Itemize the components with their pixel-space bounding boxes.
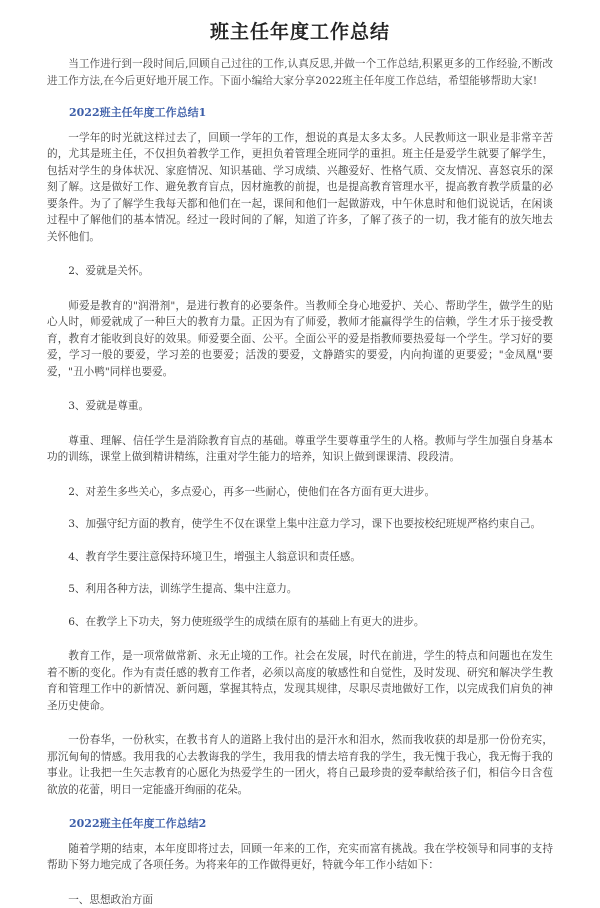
section1-list-item-6: 6、在教学上下功夫，努力使班级学生的成绩在原有的基础上有更大的进步。 xyxy=(47,614,553,631)
section1-paragraph-5: 一份春华，一份秋实，在教书育人的道路上我付出的是汗水和泪水，然而我收获的却是那一份份充实，那沉甸甸的情感。我用我的心去教诲我的学生，我用我的情去培育我的学生，我无愧于我心，我无悔于我的事业。让我把一生矢志教育的心愿化为热爱学生的一团火，将自己最珍贵的爱奉献给孩子们，相信今日含苞欲放的花蕾，明日一定能盛开绚丽的花朵。 xyxy=(47,732,553,798)
section-heading-2: 2022班主任年度工作总结2 xyxy=(47,816,553,833)
section1-list-item-4: 4、教育学生要注意保持环境卫生，增强主人翁意识和责任感。 xyxy=(47,549,553,566)
section-heading-1: 2022班主任年度工作总结1 xyxy=(47,105,553,122)
section2-paragraph-1: 随着学期的结束，本年度即将过去，回顾一年来的工作，充实而富有挑战。我在学校领导和同事的支持帮助下努力地完成了各项任务。为将来年的工作做得更好，特就今年工作小结如下： xyxy=(47,841,553,874)
section2-item-1: 一、思想政治方面 xyxy=(47,892,553,908)
section1-paragraph-1: 一学年的时光就这样过去了，回顾一学年的工作，想说的真是太多太多。人民教师这一职业是非常辛苦的，尤其是班主任，不仅担负着教学工作，更担负着管理全班同学的重担。班主任是爱学生就要了解学生，包括对学生的身体状况、家庭情况、知识基础、学习成绩、兴趣爱好、性格气质、交友情况、喜怒哀乐的深刻了解。这是做好工作、避免教育盲点，因材施教的前提，也是提高教育管理水平，提高教育教学质量的必要条件。为了了解学生我每天都和他们在一起，课间和他们一起做游戏，中午休息时和他们说说话，在闲谈过程中了解他们的基本情况。经过一段时间的了解，知道了许多，了解了孩子的一切，我才能有的放矢地去关怀他们。 xyxy=(47,130,553,246)
page-title: 班主任年度工作总结 xyxy=(47,20,553,44)
section1-paragraph-4: 教育工作，是一项常做常新、永无止境的工作。社会在发展，时代在前进，学生的特点和问题也在发生着不断的变化。作为有责任感的教育工作者，必须以高度的敏感性和自觉性，及时发现、研究和解决学生教育和管理工作中的新情况、新问题，掌握其特点，发现其规律，尽职尽责地做好工作，以完成我们肩负的神圣历史使命。 xyxy=(47,648,553,714)
section1-item-2: 2、爱就是关怀。 xyxy=(47,263,553,280)
section1-item-3: 3、爱就是尊重。 xyxy=(47,398,553,415)
section1-paragraph-3: 尊重、理解、信任学生是消除教育盲点的基础。尊重学生要尊重学生的人格。教师与学生加强自身基本功的训练，课堂上做到精讲精练，注重对学生能力的培养，知识上做到课课清、段段清。 xyxy=(47,433,553,466)
intro-paragraph: 当工作进行到一段时间后,回顾自己过往的工作,认真反思,并做一个工作总结,积累更多的工作经验,不断改进工作方法,在今后更好地开展工作。下面小编给大家分享2022班主任年度工作总结，希望能够帮助大家! xyxy=(47,56,553,89)
section1-list-item-5: 5、利用各种方法，训练学生提高、集中注意力。 xyxy=(47,581,553,598)
section1-list-item-3: 3、加强守纪方面的教育，使学生不仅在课堂上集中注意力学习，课下也要按校纪班规严格约束自己。 xyxy=(47,516,553,533)
section1-paragraph-2: 师爱是教育的"润滑剂"，是进行教育的必要条件。当教师全身心地爱护、关心、帮助学生，做学生的贴心人时，师爱就成了一种巨大的教育力量。正因为有了师爱，教师才能赢得学生的信赖，学生才乐于接受教育，教育才能收到良好的效果。师爱要全面、公平。全面公平的爱是指教师要热爱每一个学生。学习好的要爱，学习一般的要爱，学习差的也要爱；活泼的要爱，文静踏实的要爱，内向拘谨的更要爱；"金凤凰"要爱，"丑小鸭"同样也要爱。 xyxy=(47,298,553,381)
section1-list-item-2: 2、对差生多些关心，多点爱心，再多一些耐心，使他们在各方面有更大进步。 xyxy=(47,484,553,501)
